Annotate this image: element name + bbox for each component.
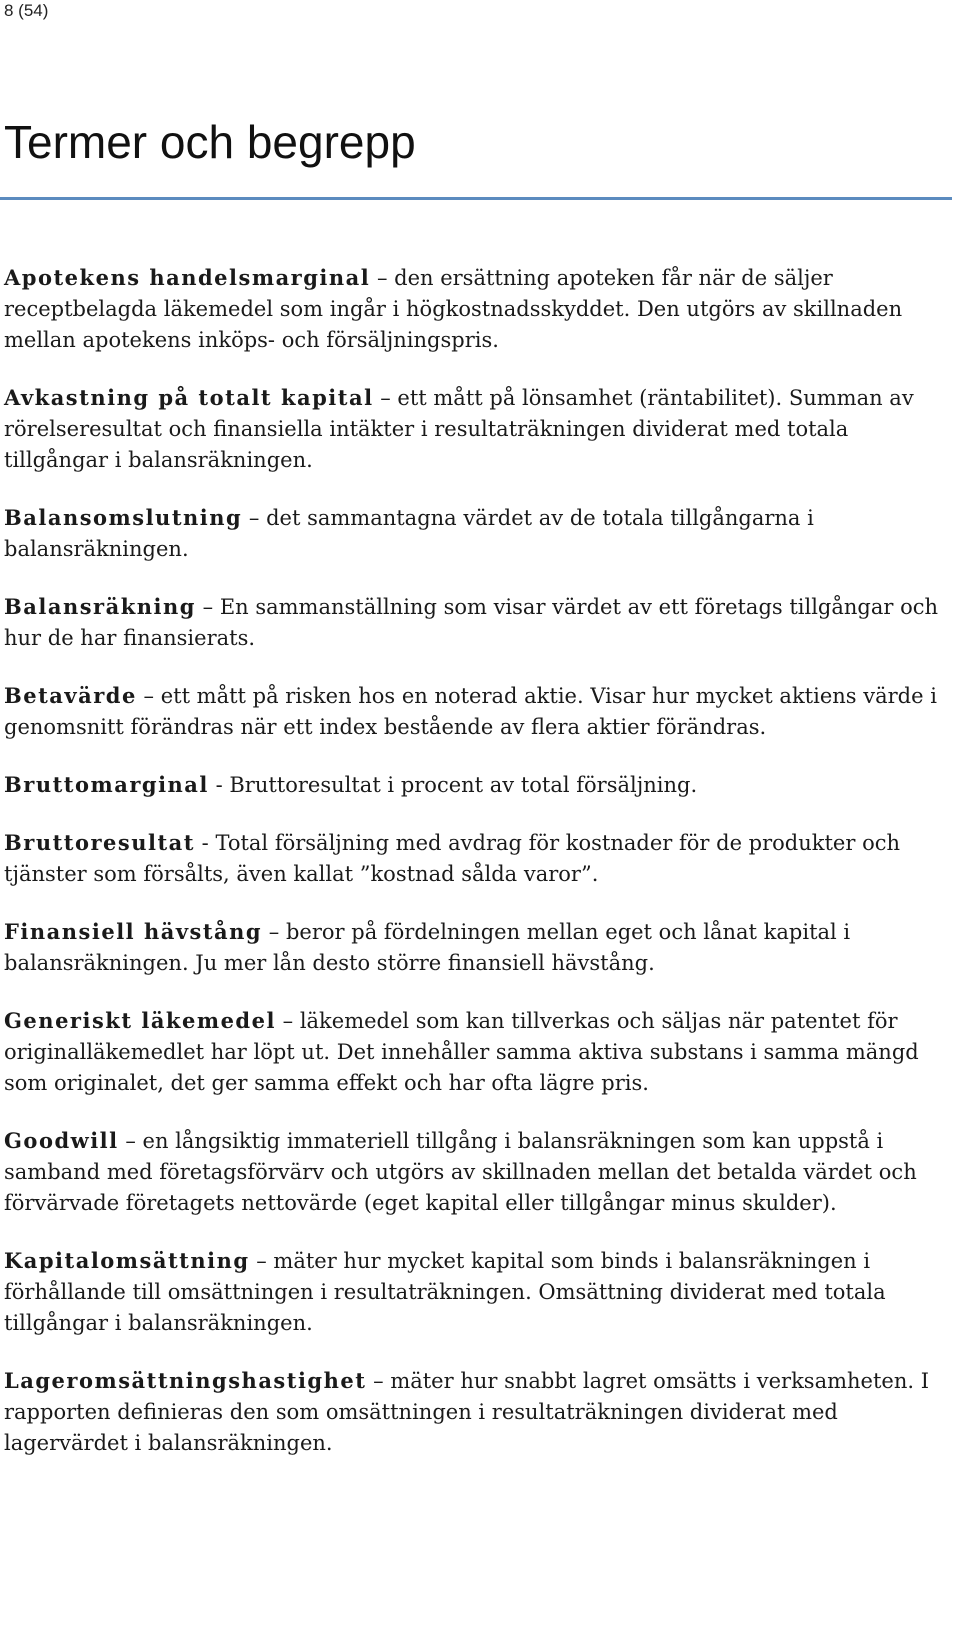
glossary-separator: – xyxy=(262,920,286,944)
glossary-definition: mäter hur snabbt lagret omsätts i verksamheten. I rapporten definieras den som omsättningen i resultaträkningen dividerat med lagervärdet i balansräkningen. xyxy=(4,1369,930,1455)
glossary-term: Bruttomarginal xyxy=(4,772,209,797)
glossary-definition: ett mått på lönsamhet (räntabilitet). Summan av rörelseresultat och finansiella intäkter i resultaträkningen dividerat med totala tillgångar i balansräkningen. xyxy=(4,386,914,472)
glossary-separator: – xyxy=(366,1369,391,1393)
glossary-separator: – xyxy=(118,1129,143,1153)
glossary-term: Goodwill xyxy=(4,1128,119,1153)
glossary-entry-bruttomarginal xyxy=(4,769,944,801)
glossary-term: Betavärde xyxy=(4,683,137,708)
glossary-separator: – xyxy=(249,1249,274,1273)
glossary-definition: Bruttoresultat i procent av total försäljning. xyxy=(229,773,698,797)
glossary-entry-balansrakning xyxy=(4,591,944,654)
glossary-entry-goodwill xyxy=(4,1125,944,1219)
glossary-definition: en långsiktig immateriell tillgång i balansräkningen som kan uppstå i samband med företagsförvärv och utgörs av skillnaden mellan det betalda värdet och förvärvade företagets nettovärde (eget kapital eller tillgångar minus skulder). xyxy=(4,1129,917,1215)
glossary-entry-bruttoresultat xyxy=(4,827,944,890)
page-number: 8 (54) xyxy=(4,1,49,20)
glossary-term: Bruttoresultat xyxy=(4,830,195,855)
title-divider xyxy=(0,197,952,200)
glossary-entry-apotekens-handelsmarginal xyxy=(4,262,944,356)
glossary-separator: – xyxy=(373,386,398,410)
glossary-definition: En sammanställning som visar värdet av ett företags tillgångar och hur de har finansierats. xyxy=(4,595,939,650)
glossary-entry-finansiell-havstang xyxy=(4,916,944,979)
glossary-definition: beror på fördelningen mellan eget och lånat kapital i balansräkningen. Ju mer lån desto större finansiell hävstång. xyxy=(4,920,851,975)
glossary-separator: – xyxy=(136,684,161,708)
glossary-term: Generiskt läkemedel xyxy=(4,1008,276,1033)
glossary-definition: Total försäljning med avdrag för kostnader för de produkter och tjänster som försålts, även kallat ”kostnad sålda varor”. xyxy=(4,831,900,886)
glossary-definition: det sammantagna värdet av de totala tillgångarna i balansräkningen. xyxy=(4,506,814,561)
glossary-term: Balansomslutning xyxy=(4,505,243,530)
glossary-term: Kapitalomsättning xyxy=(4,1248,250,1273)
glossary-separator: – xyxy=(195,595,220,619)
glossary-term: Apotekens handelsmarginal xyxy=(4,265,371,290)
glossary-entry-betavarde xyxy=(4,680,944,743)
glossary-entry-avkastning-pa-totalt-kapital xyxy=(4,382,944,476)
glossary-definition: den ersättning apoteken får när de säljer receptbelagda läkemedel som ingår i högkostnadsskyddet. Den utgörs av skillnaden mellan apotekens inköps- och försäljningspris. xyxy=(4,266,903,352)
glossary-entry-generiskt-lakemedel xyxy=(4,1005,944,1099)
glossary-entry-balansomslutning xyxy=(4,502,944,565)
glossary-list xyxy=(4,262,944,1459)
glossary-definition: mäter hur mycket kapital som binds i balansräkningen i förhållande till omsättningen i resultaträkningen. Omsättning dividerat med totala tillgångar i balansräkningen. xyxy=(4,1249,886,1335)
glossary-separator: - xyxy=(195,831,216,855)
page-title: Termer och begrepp xyxy=(4,116,416,168)
glossary-definition: ett mått på risken hos en noterad aktie. Visar hur mycket aktiens värde i genomsnitt förändras när ett index bestående av flera aktier förändras. xyxy=(4,684,937,739)
glossary-term: Avkastning på totalt kapital xyxy=(4,385,374,410)
glossary-separator: - xyxy=(208,773,230,797)
glossary-term: Balansräkning xyxy=(4,594,196,619)
glossary-entry-lageromsattningshastighet xyxy=(4,1365,944,1459)
glossary-definition: läkemedel som kan tillverkas och säljas när patentet för originalläkemedlet har löpt ut. Det innehåller samma aktiva substans i samma mängd som originalet, det ger samma effekt och har ofta lägre pris. xyxy=(4,1009,919,1095)
glossary-separator: – xyxy=(242,506,267,530)
glossary-term: Lageromsättningshastighet xyxy=(4,1368,367,1393)
glossary-separator: – xyxy=(275,1009,300,1033)
glossary-entry-kapitalomsattning xyxy=(4,1245,944,1339)
glossary-separator: – xyxy=(370,266,395,290)
glossary-term: Finansiell hävstång xyxy=(4,919,263,944)
